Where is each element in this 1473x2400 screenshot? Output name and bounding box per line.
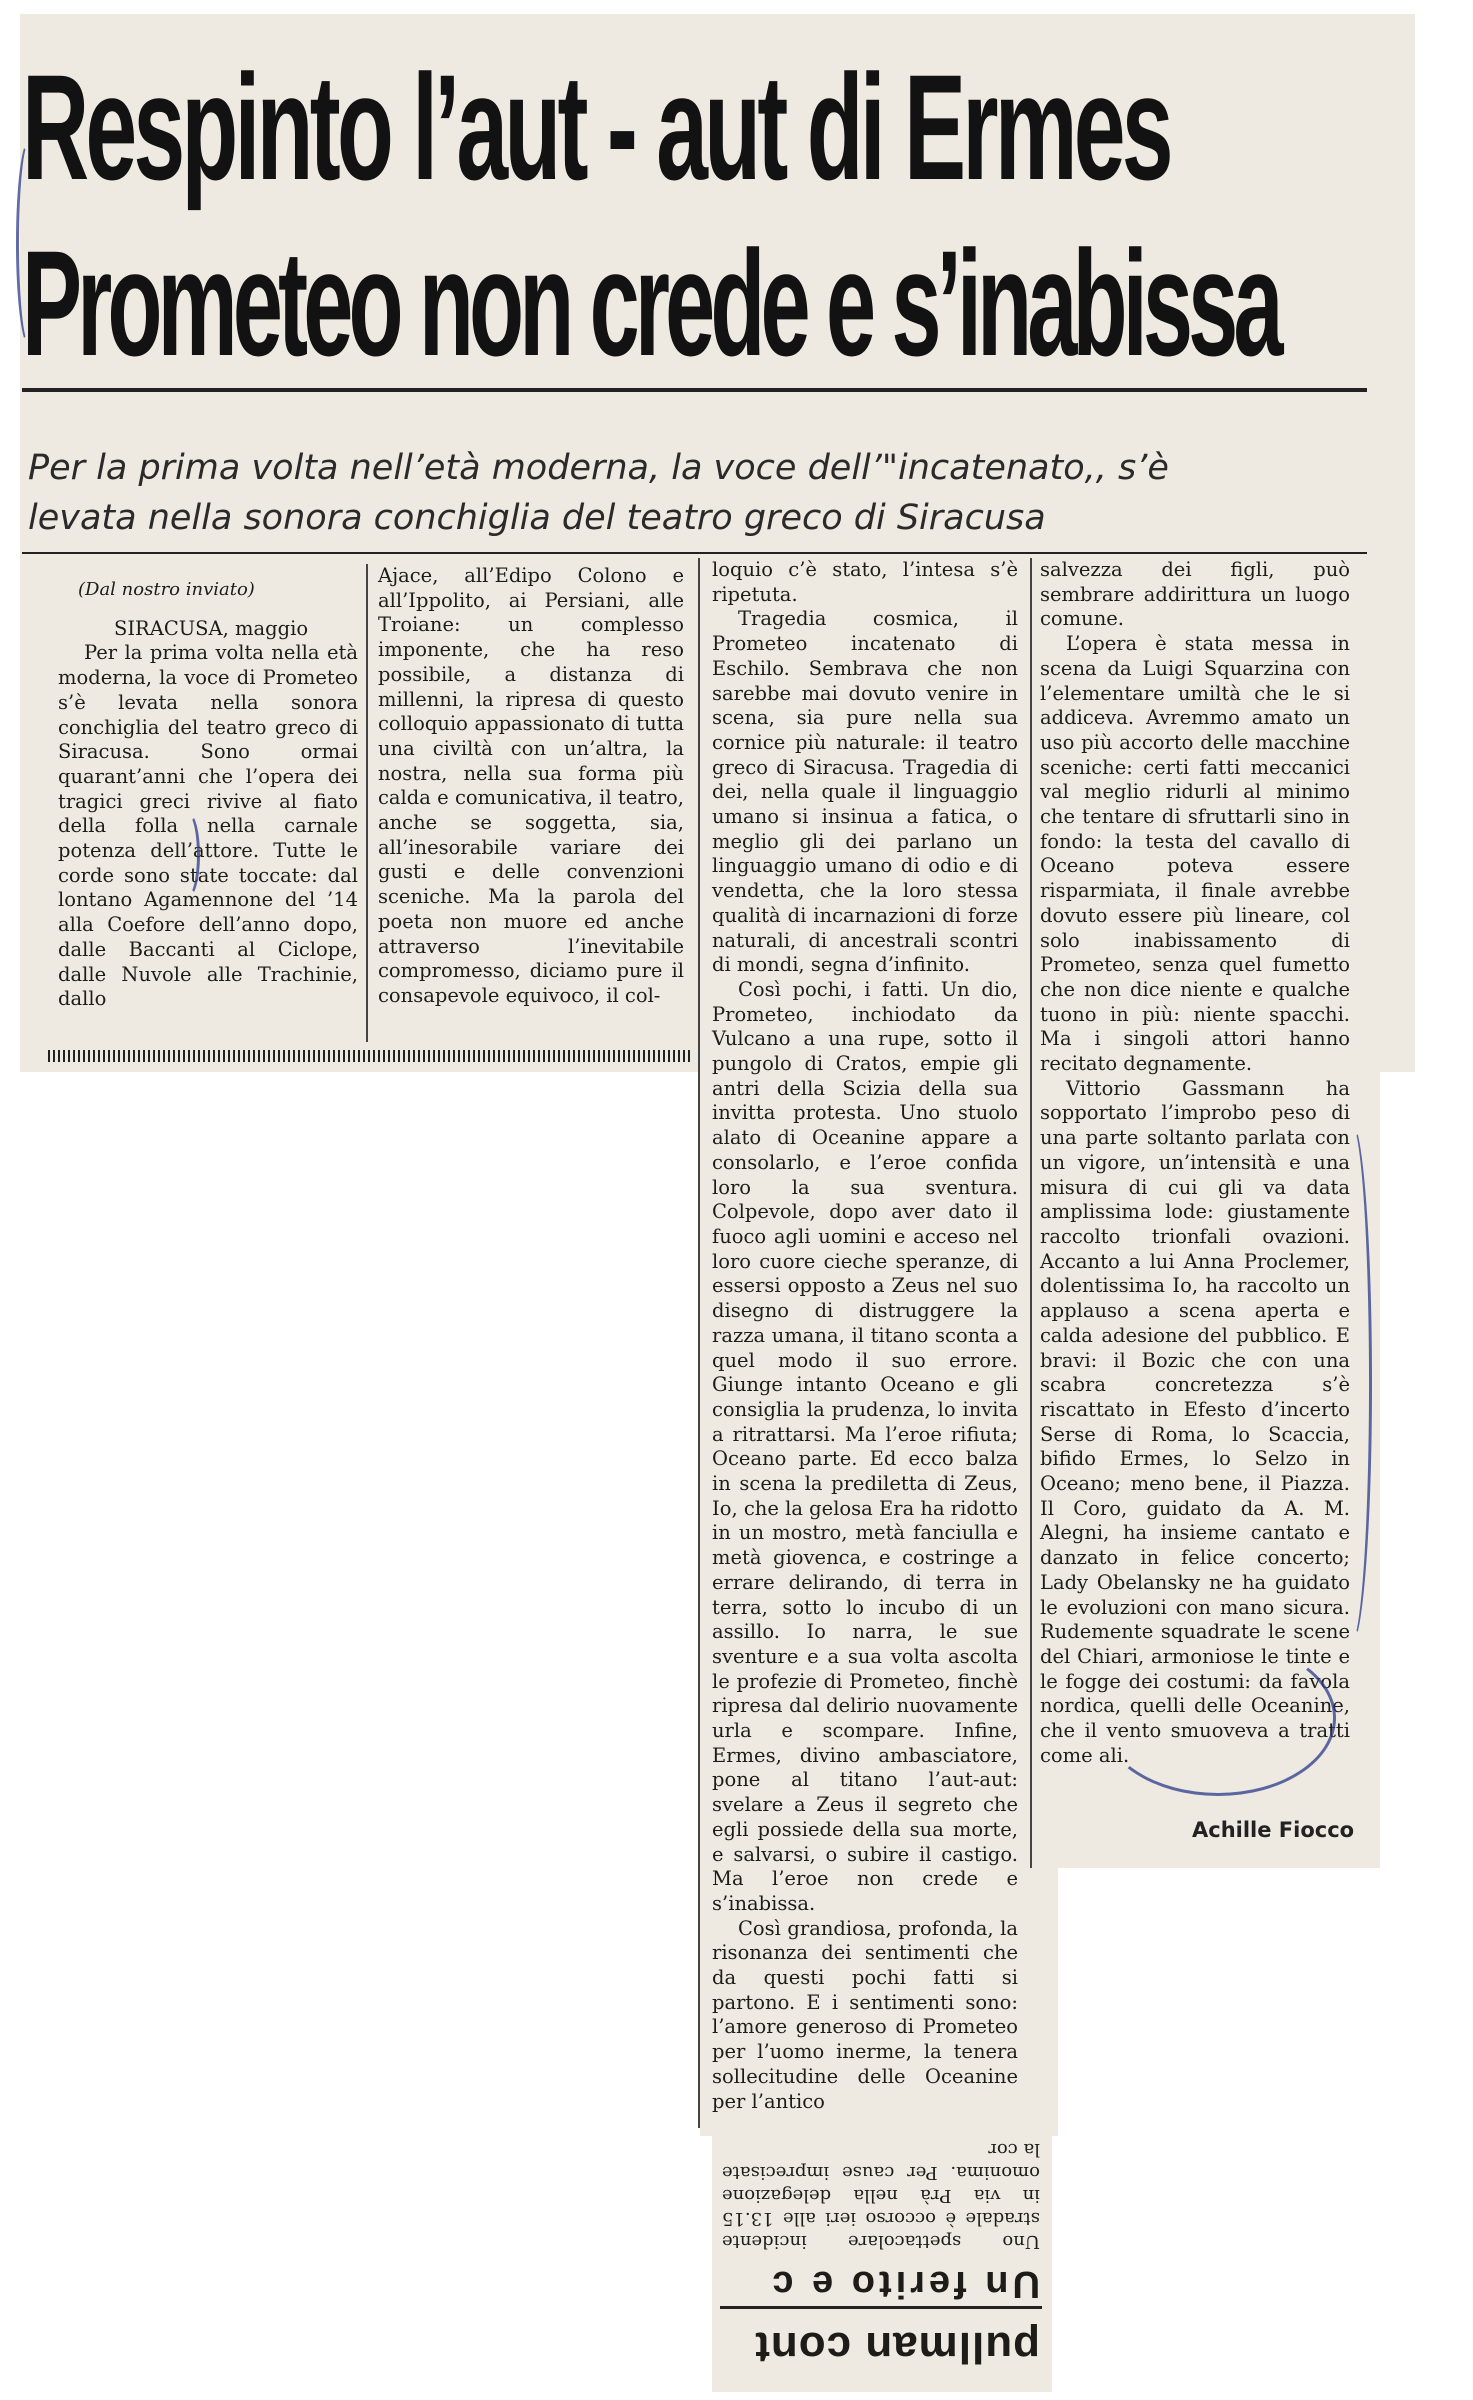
article-column-3 <box>712 558 1018 2114</box>
paragraph: Così grandiosa, profonda, la risonanza dei sentimenti che da questi pochi fatti si partono. E i sentimenti sono: l’amore generoso di Prometeo per l’uomo inerme, la tenera sollecitudine delle Oceanine per l’antico <box>712 1916 1018 2113</box>
paragraph: L’opera è stata messa in scena da Luigi Squarzina con l’elementare umiltà che le si addiceva. Avremmo amato un uso più accorto delle macchine sceniche: certi fatti meccanici val meglio ridurli al minimo che tentare di sfruttarli sino in fondo: la testa del cavallo di Oceano poteva essere risparmiata, il finale avrebbe dovuto essere più lineare, col solo inabissamento di Prometeo, senza quel fumetto che non dice niente e qualche tuono in più: niente spacchi. Ma i singoli attori hanno recitato degnamente. <box>1040 632 1350 1076</box>
column-divider <box>1030 558 1032 1868</box>
paragraph: Per la prima volta nella età moderna, la voce di Prometeo s’è levata nella sonora conchiglia del teatro greco di Siracusa. Sono ormai quarant’anni che l’opera dei tragici greci rivive al fiato della folla nella carnale potenza dell’attore. Tutte le corde sono state toccate: dal lontano Agamennone del ’14 alla Coefore dell’anno dopo, dalle Baccanti al Ciclope, dalle Nuvole alle Trachinie, dallo <box>58 641 358 1011</box>
upside-down-headline-2: pullman cont <box>754 2323 1040 2372</box>
deck-rule <box>22 552 1367 554</box>
paragraph: Tragedia cosmica, il Prometeo incatenato di Eschilo. Sembrava che non sarebbe mai dovuto venire in scena, sia pure nella sua cornice più naturale: il teatro greco di Siracusa. Tragedia di dei, nella quale il linguaggio umano si insinua a fatica, o meglio gli dei parlano un linguaggio umano di odio e di vendetta, che la loro stessa qualità di incarnazioni di forze naturali, di ancestrali scontri di mondi, segna d’infinito. <box>712 607 1018 977</box>
strip-rule <box>720 2306 1042 2309</box>
headline-line-1: Respinto l’aut - aut di Ermes <box>22 43 1170 211</box>
paragraph: salvezza dei figli, può sembrare addirittura un luogo comune. <box>1040 558 1350 631</box>
paragraph: Così pochi, i fatti. Un dio, Prometeo, inchiodato da Vulcano a una rupe, sotto il pungolo di Cratos, empie gli antri della Scizia della sua invitta protesta. Uno stuolo alato di Oceanine appare a consolarlo, e l’eroe confida loro la sua sventura. Colpevole, dopo aver dato il fuoco agli uomini e acceso nel loro cuore cieche speranze, di essersi opposto a Zeus nel suo disegno di distruggere la razza umana, il titano sconta a quel modo il suo errore. Giunge intanto Oceano e gli consiglia la prudenza, lo invita a ritrattarsi. Ma l’eroe rifiuta; Oceano parte. Ed ecco balza in scena la prediletta di Zeus, Io, che la gelosa Era ha ridotto in un mostro, metà fanciulla e metà giovenca, e costringe a errare delirando, di terra in terra, sotto lo incubo di un assillo. Io narra, le sue sventure e a sua volta ascolta le profezie di Prometeo, finchè ripresa dal delirio nuovamente urla e scompare. Infine, Ermes, divino ambasciatore, pone al titano l’aut-aut: svelare a Zeus il segreto che egli possiede della sua morte, e salvarsi, o subire il castigo. Ma l’eroe non crede e s’inabissa. <box>712 977 1018 1915</box>
paragraph: loquio c’è stato, l’intesa s’è ripetuta. <box>712 558 1018 606</box>
paragraph: Ajace, all’Edipo Colono e all’Ippolito, ai Persiani, alle Troiane: un complesso imponente, che ha reso possibile, a distanza di millenni, la ripresa di questo colloquio appassionato di tutta una civiltà con un’altra, la nostra, nella sua forma più calda e comunicativa, il teatro, anche se soggetta, sia, all’inesorabile variare dei gusti e delle convenzioni sceniche. Ma la parola del poeta non muore ed anche attraverso l’inevitabile compromesso, diciamo pure il consapevole equivoco, il col- <box>378 564 684 1007</box>
author-signature: Achille Fiocco <box>1192 1818 1355 1842</box>
column-divider <box>698 558 700 2128</box>
pen-mark <box>176 812 200 898</box>
upside-down-headline: Un ferito e c <box>768 2263 1040 2305</box>
deck-line-1: Per la prima volta nell’età moderna, la voce dell’"incatenato,, s’è <box>28 448 1169 488</box>
article-column-4 <box>1040 558 1350 1768</box>
pen-mark <box>1100 1640 1336 1796</box>
column-divider <box>366 564 368 1042</box>
headline-line-2: Prometeo non crede e s’inabissa <box>22 219 1279 387</box>
deck-line-2: levata nella sonora conchiglia del teatro greco di Siracusa <box>28 498 1046 538</box>
upside-down-article-text: Uno spettacolare incidente stradale è occorso ieri alle 13.15 in via Prà nella delegazione omonima. Per cause imprecisate la cor <box>722 2139 1040 2252</box>
article-column-1 <box>58 578 358 1012</box>
headline-rule <box>22 388 1367 392</box>
pen-mark <box>16 140 42 346</box>
pen-mark <box>1330 1120 1372 1646</box>
dateline: SIRACUSA, maggio <box>114 616 309 640</box>
article-column-2 <box>378 564 684 1009</box>
byline: (Dal nostro inviato) <box>78 579 255 600</box>
column-end-dashed-rule <box>48 1050 692 1062</box>
paragraph: Vittorio Gassmann ha sopportato l’improbo peso di una parte soltanto parlata con un vigore, un’intensità e una misura di cui gli va data amplissima lode: giustamente raccolto trionfali ovazioni. Accanto a lui Anna Proclemer, dolentissima Io, ha raccolto un applauso a scena aperta e calda adesione del pubblico. E bravi: il Bozic che con una scabra concretezza s’è riscattato in Efesto d’incerto Serse di Roma, lo Scaccia, bifido Ermes, lo Selzo in Oceano; meno bene, il Piazza. Il Coro, guidato da A. M. Alegni, ha insieme cantato e danzato in felice concerto; Lady Obelansky ne ha guidato le evoluzioni con mano sicura. Rudemente squadrate le scene del Chiari, armoniose le tinte e le fogge dei costumi: da favola nordica, quelli delle Oceanine, che il vento smuoveva a tratti come ali. <box>1040 1076 1350 1767</box>
